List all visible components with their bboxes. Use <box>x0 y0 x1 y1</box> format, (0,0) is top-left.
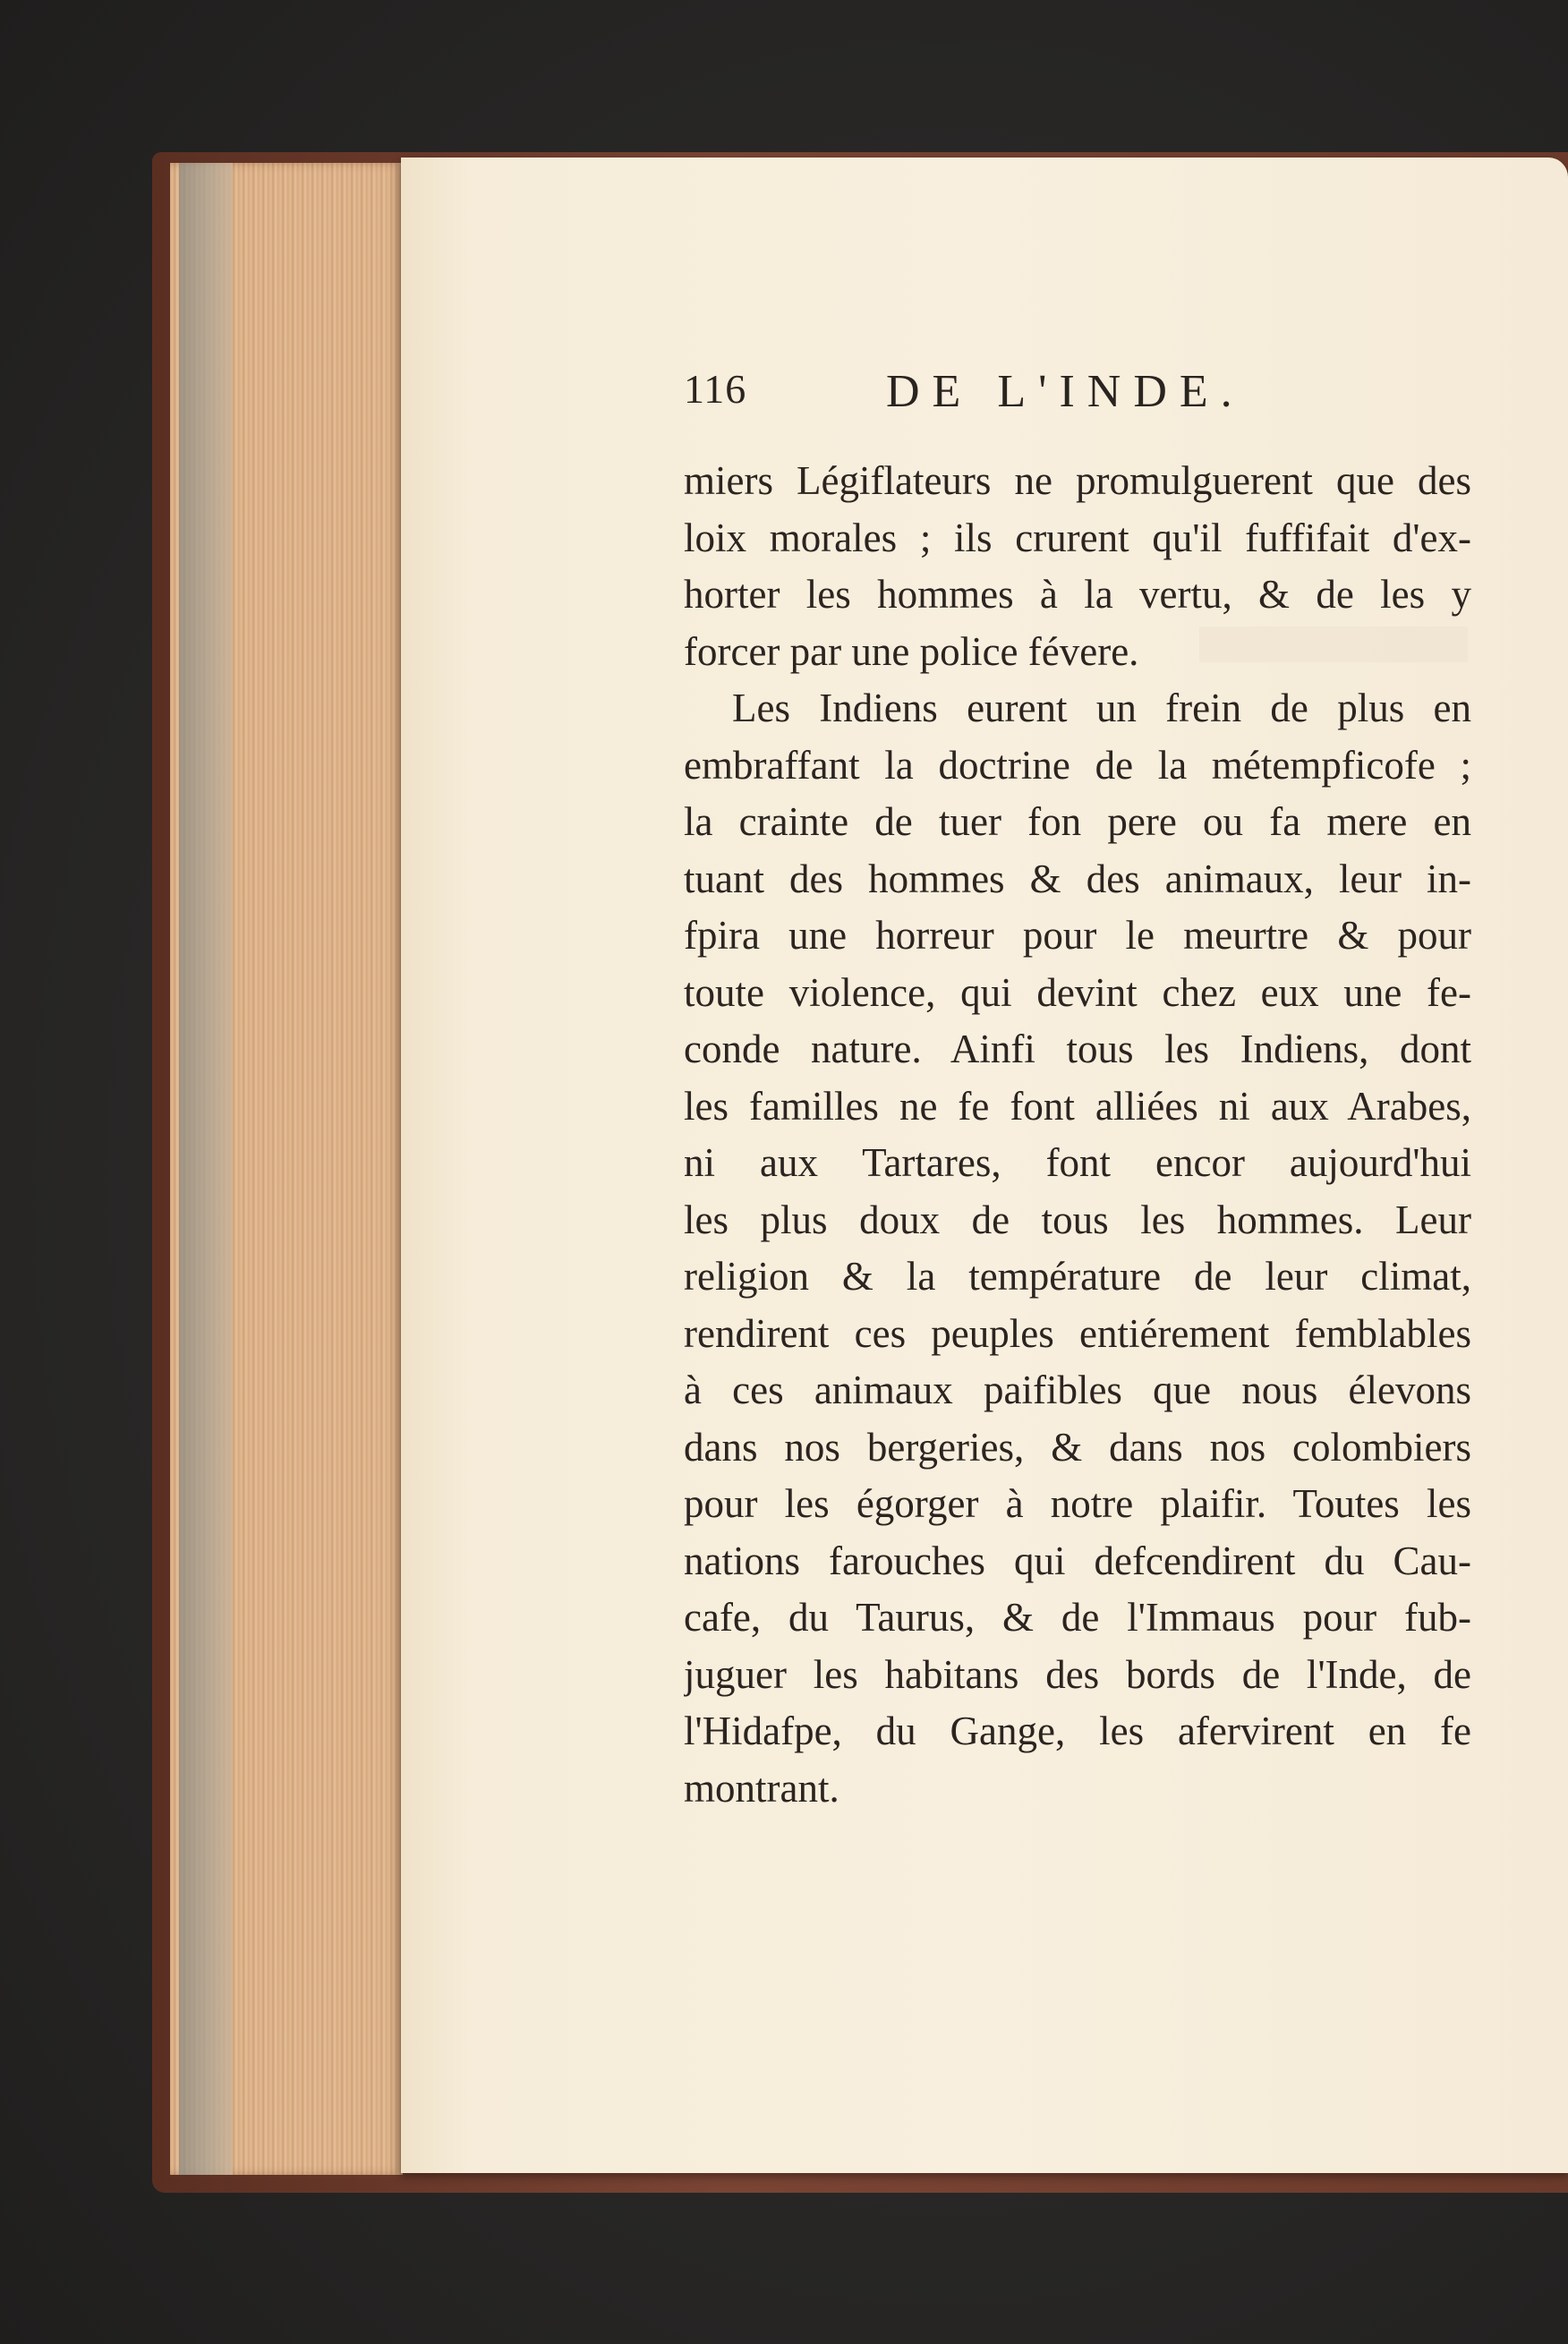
text-line: forcer par une police févere. <box>684 628 1139 674</box>
fore-edge-shadow <box>179 163 233 2175</box>
text-line: la crainte de tuer fon pere ou fa mere en <box>684 799 1471 844</box>
text-line: dans nos bergeries, & dans nos colombiers <box>684 1424 1471 1470</box>
text-line: horter les hommes à la vertu, & de les y <box>684 572 1471 617</box>
page-header <box>684 365 1471 428</box>
text-line: embraffant la doctrine de la métempficofe ; <box>684 742 1471 788</box>
text-line: nations farouches qui defcendirent du Cau- <box>684 1538 1471 1583</box>
text-line: religion & la température de leur climat, <box>684 1254 1471 1299</box>
text-line: l'Hidafpe, du Gange, les afervirent en fe <box>684 1709 1471 1753</box>
text-line: loix morales ; ils crurent qu'il fuffifait d'ex- <box>684 515 1471 560</box>
text-line: les familles ne fe font alliées ni aux Arabes, <box>684 1083 1471 1129</box>
text-line: ni aux Tartares, font encor aujourd'hui <box>684 1140 1471 1185</box>
text-line: Les Indiens eurent un frein de plus en <box>732 686 1471 730</box>
text-line: toute violence, qui devint chez eux une fe- <box>684 969 1471 1015</box>
text-line: fpira une horreur pour le meurtre & pour <box>684 913 1471 958</box>
text-line: à ces animaux paifibles que nous élevons <box>684 1368 1471 1412</box>
text-line: tuant des hommes & des animaux, leur in- <box>684 856 1471 901</box>
text-line: pour les égorger à notre plaifir. Toutes les <box>684 1481 1471 1526</box>
running-head: DE L'INDE. <box>886 366 1245 417</box>
body-text <box>684 453 1471 1817</box>
page-number: 116 <box>684 366 747 412</box>
text-line: miers Légiflateurs ne promulguerent que des <box>684 458 1471 503</box>
text-line: les plus doux de tous les hommes. Leur <box>684 1197 1471 1242</box>
text-line: montrant. <box>684 1765 839 1811</box>
text-line: rendirent ces peuples entiérement femblables <box>684 1310 1471 1356</box>
text-line: cafe, du Taurus, & de l'Immaus pour fub- <box>684 1595 1471 1640</box>
text-line: juguer les habitans des bords de l'Inde, de <box>684 1651 1471 1697</box>
text-line: conde nature. Ainfi tous les Indiens, dont <box>684 1027 1471 1071</box>
